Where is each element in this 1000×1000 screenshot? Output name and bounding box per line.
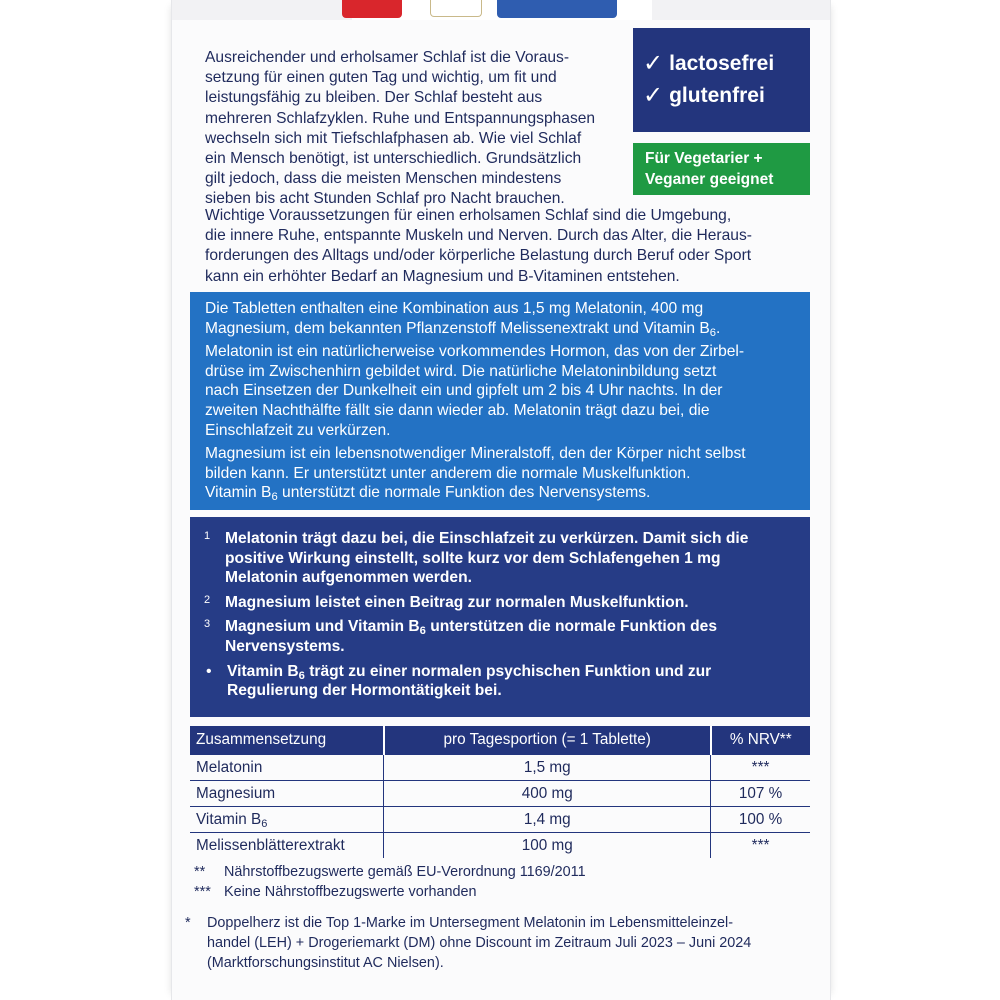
intro-paragraph-continuation <box>205 206 810 287</box>
intro-line: sieben bis acht Stunden Schlaf pro Nacht brauchen. <box>205 190 565 208</box>
footnote-mark: *** <box>194 884 211 900</box>
claim-magnesium <box>204 593 800 613</box>
ingredient-name-text: Vitamin B <box>196 810 262 828</box>
header-per-portion: pro Tagesportion (= 1 Tablette) <box>384 726 711 755</box>
subscript: 6 <box>271 491 278 504</box>
ingredient-nrv: 100 % <box>711 807 810 833</box>
ingredient-name-text: Magnesium <box>196 784 276 802</box>
ingredient-nrv: *** <box>711 833 810 859</box>
info-line: zweiten Nachthälfte fällt sie dann wieder ab. Melatonin trägt dazu bei, die <box>205 401 710 419</box>
vegan-badge <box>633 143 810 195</box>
claim-line: Magnesium und Vitamin B <box>225 618 420 636</box>
info-line: Vitamin B <box>205 484 272 502</box>
subscript: 6 <box>261 817 268 830</box>
footnote <box>194 862 794 882</box>
intro-line: die innere Ruhe, entspannte Muskeln und Nerven. Durch das Alter, die Heraus- <box>205 227 752 245</box>
claim-footnote-mark: 1 <box>204 530 211 542</box>
ingredient-name <box>190 833 384 859</box>
gluten-free-label: glutenfrei <box>669 84 765 107</box>
intro-line: setzung für einen guten Tag und wichtig, um fit und <box>205 69 557 87</box>
info-line: drüse im Zwischenhirn gebildet wird. Die natürliche Melatoninbildung setzt <box>205 362 717 380</box>
intro-line: kann ein erhöhter Bedarf an Magnesium und B-Vitaminen entstehen. <box>205 267 680 285</box>
info-line-end: . <box>716 319 721 337</box>
claim-text <box>225 617 800 656</box>
claim-text <box>227 662 800 701</box>
ingredients-info-panel <box>190 292 810 510</box>
claim-footnote-mark: 3 <box>204 618 211 631</box>
checkmark-icon: ✓ <box>643 50 664 77</box>
ingredient-name-text: Melissenblätterextrakt <box>196 836 345 854</box>
info-paragraph-combination <box>205 299 810 338</box>
claim-text: Magnesium leistet einen Beitrag zur normalen Muskelfunktion. <box>225 593 689 611</box>
info-line: Einschlafzeit zu verkürzen. <box>205 421 391 439</box>
info-line: Magnesium ist ein lebensnotwendiger Mineralstoff, den der Körper nicht selbst <box>205 445 746 463</box>
footnote-text: Keine Nährstoffbezugswerte vorhanden <box>224 884 477 900</box>
gluten-free-row <box>643 80 810 112</box>
table-row <box>190 781 810 807</box>
claim-line-end: trägt zu einer normalen psychischen Funktion und zur <box>304 662 712 680</box>
subscript: 6 <box>298 669 305 682</box>
subscript: 6 <box>709 326 717 339</box>
nutrition-table <box>190 726 810 858</box>
table-row <box>190 833 810 859</box>
vegan-badge-line: Veganer geeignet <box>645 171 774 188</box>
info-line: bilden kann. Er unterstützt unter anderem die normale Muskelfunktion. <box>205 464 691 482</box>
ingredient-name <box>190 781 384 807</box>
ingredient-amount: 400 mg <box>384 781 711 807</box>
claim-magnesium-b6 <box>204 617 800 656</box>
claim-line: Nervensystems. <box>225 637 345 655</box>
ingredient-name <box>190 755 384 781</box>
market-note-line: handel (LEH) + Drogeriemarkt (DM) ohne Discount im Zeitraum Juli 2023 – Juni 2024 <box>207 935 752 951</box>
market-leader-note <box>185 913 797 973</box>
claim-line: Melatonin trägt dazu bei, die Einschlafzeit zu verkürzen. Damit sich die <box>225 530 749 547</box>
ingredient-nrv: 107 % <box>711 781 810 807</box>
top-flap-gold-mark <box>430 0 482 17</box>
header-nrv: % NRV** <box>711 726 810 755</box>
header-composition: Zusammensetzung <box>190 726 384 755</box>
intro-paragraph <box>205 48 630 210</box>
market-note-line: (Marktforschungsinstitut AC Nielsen). <box>207 955 444 971</box>
intro-line: gilt jedoch, dass die meisten Menschen mindestens <box>205 170 562 188</box>
table-row <box>190 807 810 833</box>
ingredient-nrv: *** <box>711 755 810 781</box>
ingredient-name-text: Melatonin <box>196 758 263 776</box>
lactose-free-row <box>643 48 810 80</box>
info-paragraph-magnesium <box>205 444 810 503</box>
ingredient-amount: 1,5 mg <box>384 755 711 781</box>
claim-footnote-mark: 2 <box>204 593 211 606</box>
info-line-end: unterstützt die normale Funktion des Nervensystems. <box>277 484 651 502</box>
vegan-badge-line: Für Vegetarier + <box>645 150 763 167</box>
intro-line: ein Mensch benötigt, ist unterschiedlich. Grundsätzlich <box>205 150 582 168</box>
intro-line: Ausreichender und erholsamer Schlaf ist die Voraus- <box>205 49 570 66</box>
ingredient-amount: 100 mg <box>384 833 711 859</box>
ingredient-amount: 1,4 mg <box>384 807 711 833</box>
intro-line: mehreren Schlafzyklen. Ruhe und Entspannungsphasen <box>205 109 596 127</box>
claim-line: positive Wirkung einstellt, sollte kurz vor dem Schlafengehen 1 mg <box>225 549 721 567</box>
free-from-badge <box>633 28 810 132</box>
claim-line: Regulierung der Hormontätigkeit bei. <box>227 682 502 700</box>
intro-line: wechseln sich mit Tiefschlafphasen ab. Wie viel Schlaf <box>205 129 582 147</box>
bullet-icon: • <box>206 662 212 680</box>
checkmark-icon: ✓ <box>643 82 664 109</box>
info-line: Melatonin ist ein natürlicherweise vorkommendes Hormon, das von der Zirbel- <box>205 343 745 361</box>
lactose-free-label: lactosefrei <box>669 52 775 75</box>
footnote-mark: * <box>185 915 191 931</box>
footnote-text: Nährstoffbezugswerte gemäß EU-Verordnung 1169/2011 <box>224 864 586 880</box>
footnote <box>194 882 794 902</box>
info-line: nach Einsetzen der Dunkelheit ein und gipfelt um 2 bis 4 Uhr nachts. In der <box>205 382 723 400</box>
intro-line: Wichtige Voraussetzungen für einen erholsamen Schlaf sind die Umgebung, <box>205 207 732 224</box>
claim-line: Vitamin B <box>227 662 299 680</box>
nutrition-header-row <box>190 726 810 755</box>
info-paragraph-melatonin <box>205 342 810 440</box>
intro-line: forderungen des Alltags und/oder körperliche Belastung durch Beruf oder Sport <box>205 247 752 265</box>
top-flap-red-mark <box>342 0 402 18</box>
top-flap-blue-mark <box>497 0 617 18</box>
info-line: Magnesium, dem bekannten Pflanzenstoff Melissenextrakt und Vitamin B <box>205 319 710 337</box>
health-claims-panel <box>190 517 810 717</box>
intro-line: leistungsfähig zu bleiben. Der Schlaf besteht aus <box>205 89 543 107</box>
table-footnotes <box>194 862 794 902</box>
ingredient-name <box>190 807 384 833</box>
subscript: 6 <box>419 625 426 638</box>
claim-line-end: unterstützen die normale Funktion des <box>425 618 718 636</box>
package-top-flap <box>172 0 830 20</box>
footnote-mark: ** <box>194 864 206 880</box>
claim-line: Melatonin aufgenommen werden. <box>225 569 472 587</box>
table-row <box>190 755 810 781</box>
claim-melatonin <box>204 529 800 588</box>
claim-text <box>225 529 800 588</box>
market-note-text <box>207 913 751 973</box>
claim-vitamin-b6 <box>204 662 800 701</box>
market-note-line: Doppelherz ist die Top 1-Marke im Untersegment Melatonin im Lebensmitteleinzel- <box>207 915 734 931</box>
info-line: Die Tabletten enthalten eine Kombination aus 1,5 mg Melatonin, 400 mg <box>205 300 704 317</box>
